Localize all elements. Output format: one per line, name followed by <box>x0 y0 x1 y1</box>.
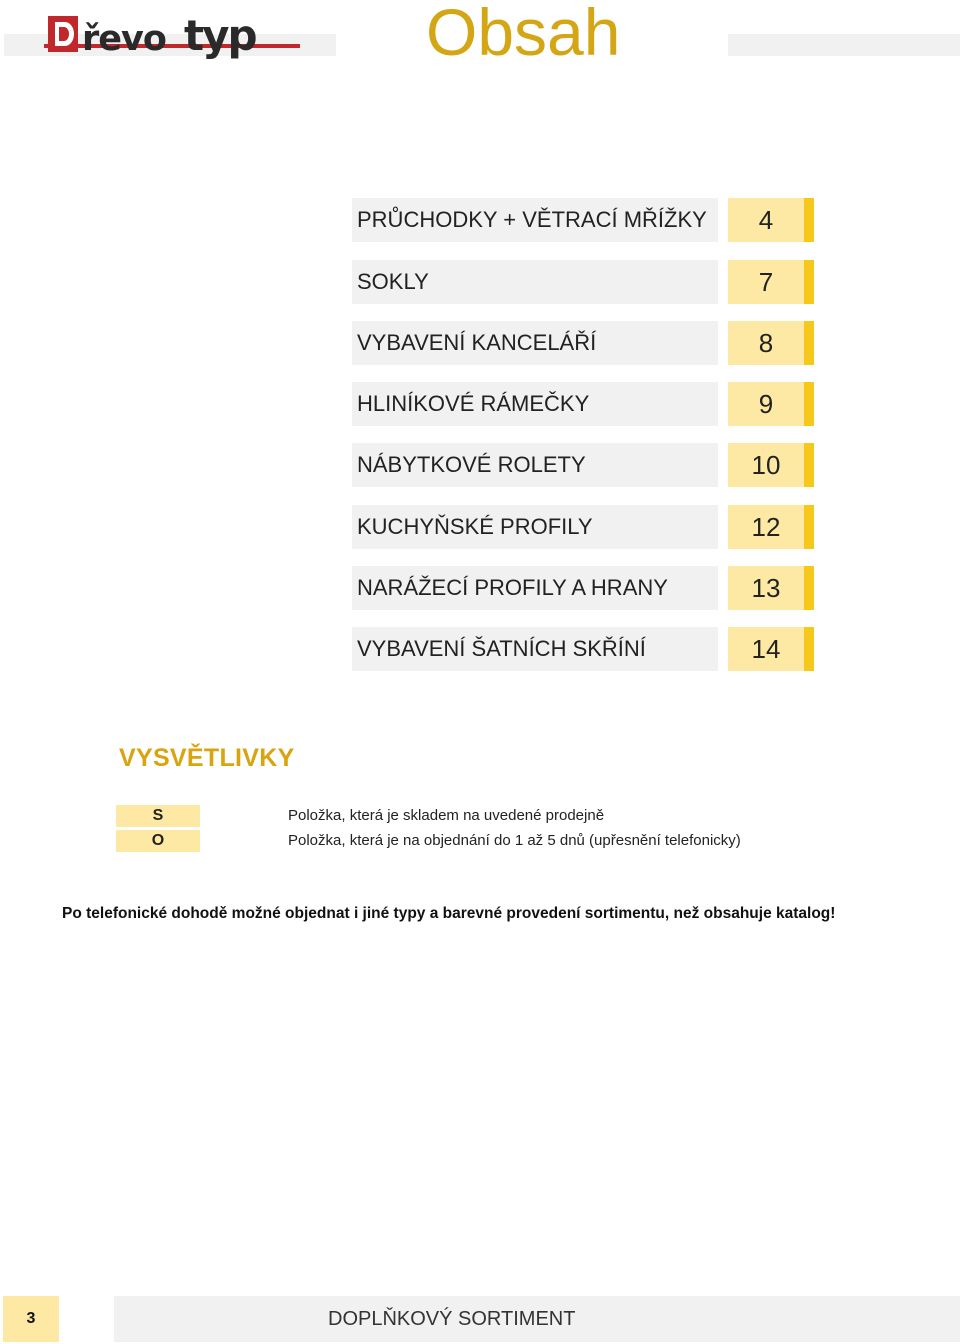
toc-row[interactable] <box>352 382 814 426</box>
toc-accent-bar <box>804 443 814 487</box>
footer-section-title: DOPLŇKOVÝ SORTIMENT <box>328 1308 576 1330</box>
toc-row[interactable] <box>352 443 814 487</box>
toc-label: KUCHYŇSKÉ PROFILY <box>352 505 718 549</box>
toc-page-number: 10 <box>728 443 804 487</box>
toc-label: PRŮCHODKY + VĚTRACÍ MŘÍŽKY <box>352 198 718 242</box>
toc-page-number: 13 <box>728 566 804 610</box>
page-title: Obsah <box>426 0 621 69</box>
toc-label: NÁBYTKOVÉ ROLETY <box>352 443 718 487</box>
toc-accent-bar <box>804 260 814 304</box>
legend-code-badge: S <box>116 805 200 827</box>
page-number: 3 <box>3 1296 59 1342</box>
legend-code-badge: O <box>116 830 200 852</box>
toc-accent-bar <box>804 627 814 671</box>
toc-page-number: 4 <box>728 198 804 242</box>
toc-row[interactable] <box>352 260 814 304</box>
toc-accent-bar <box>804 566 814 610</box>
toc-accent-bar <box>804 505 814 549</box>
legend-description: Položka, která je na objednání do 1 až 5 dnů (upřesnění telefonicky) <box>288 832 741 849</box>
toc-row[interactable] <box>352 627 814 671</box>
toc-page-number: 7 <box>728 260 804 304</box>
toc-row[interactable] <box>352 321 814 365</box>
toc-accent-bar <box>804 198 814 242</box>
toc-row[interactable] <box>352 505 814 549</box>
toc-page-number: 14 <box>728 627 804 671</box>
toc-page-number: 9 <box>728 382 804 426</box>
toc-page-number: 8 <box>728 321 804 365</box>
drevotyp-logo <box>44 6 300 78</box>
svg-text:řevo: řevo <box>82 19 166 59</box>
toc-label: NARÁŽECÍ PROFILY A HRANY <box>352 566 718 610</box>
toc-row[interactable] <box>352 198 814 242</box>
legend-title: VYSVĚTLIVKY <box>119 744 295 772</box>
toc-accent-bar <box>804 321 814 365</box>
toc-label: VYBAVENÍ KANCELÁŘÍ <box>352 321 718 365</box>
toc-accent-bar <box>804 382 814 426</box>
toc-label: HLINÍKOVÉ RÁMEČKY <box>352 382 718 426</box>
header-bar-right <box>728 34 960 56</box>
legend-description: Položka, která je skladem na uvedené prodejně <box>288 807 605 824</box>
order-note: Po telefonické dohodě možné objednat i jiné typy a barevné provedení sortimentu, než obsahuje katalog! <box>62 905 836 922</box>
toc-page-number: 12 <box>728 505 804 549</box>
toc-row[interactable] <box>352 566 814 610</box>
toc-label: VYBAVENÍ ŠATNÍCH SKŘÍNÍ <box>352 627 718 671</box>
toc-label: SOKLY <box>352 260 718 304</box>
svg-text:typ: typ <box>184 11 256 60</box>
